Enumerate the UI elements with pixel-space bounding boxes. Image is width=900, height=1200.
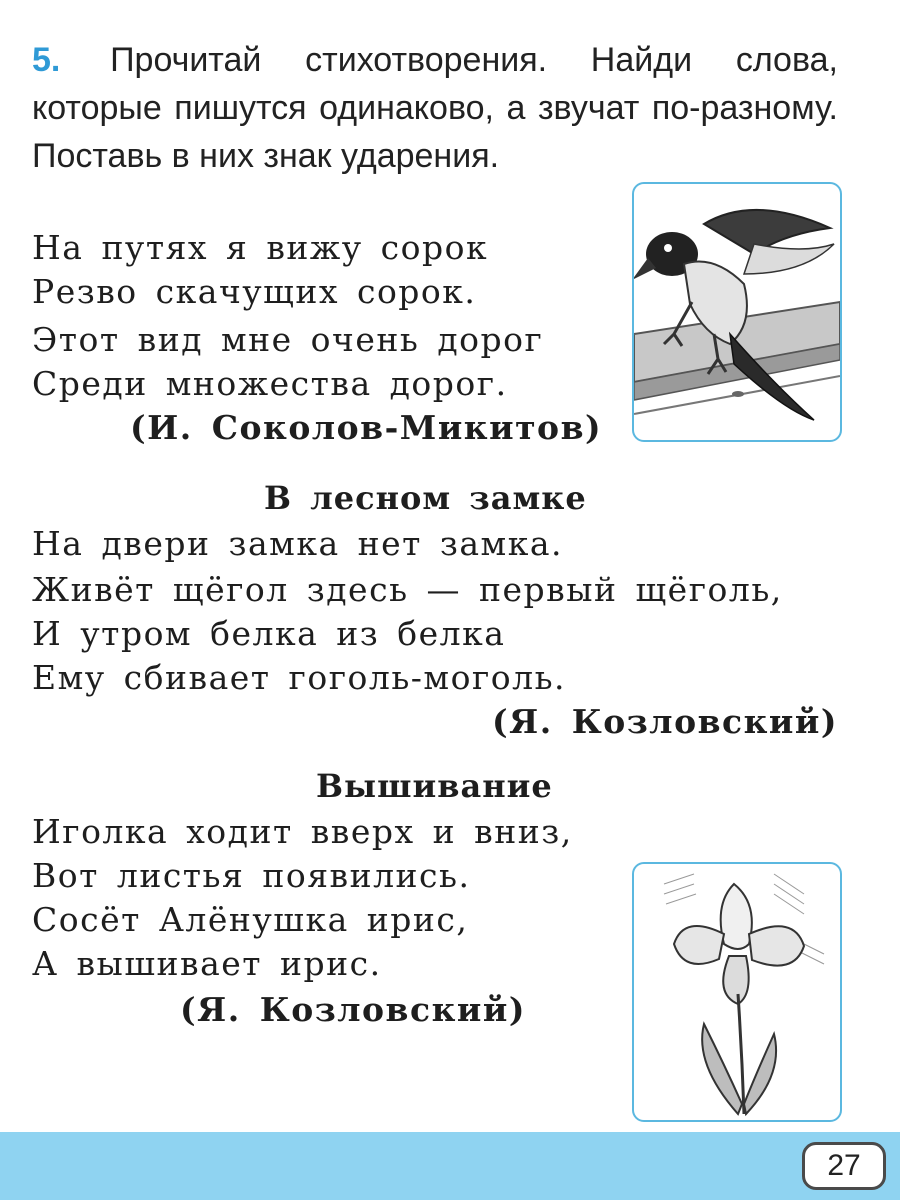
poem-2-line-1: На двери замка нет замка.: [32, 524, 564, 563]
page-footer: [0, 1132, 900, 1200]
poem-1-author: (И. Соколов-Микитов): [130, 408, 603, 447]
magpie-icon: [634, 184, 840, 440]
poem-3-line-1: Иголка ходит вверх и вниз,: [32, 812, 573, 851]
magpie-picture: [632, 182, 842, 442]
poem-1-line-3: Этот вид мне очень дорог: [32, 320, 544, 359]
poem-2-line-4: Ему сбивает гоголь-моголь.: [32, 658, 567, 697]
poem-3-line-4: А вышивает ирис.: [32, 944, 382, 983]
poem-3-line-2: Вот листья появились.: [32, 856, 471, 895]
task-text: Прочитай стихотворения. Найди слова, которые пишутся одинаково, а звучат по-разному. Поставь в них знак ударения.: [32, 41, 838, 175]
page-number: 27: [802, 1142, 886, 1190]
poem-2-author: (Я. Козловский): [492, 702, 838, 741]
poem-2-line-2: Живёт щёгол здесь — первый щёголь,: [32, 570, 783, 609]
iris-flower-icon: [634, 864, 840, 1120]
poem-1-line-4: Среди множества дорог.: [32, 364, 508, 403]
poem-1-line-1: На путях я вижу сорок: [32, 228, 489, 267]
poem-3-line-3: Сосёт Алёнушка ирис,: [32, 900, 469, 939]
poem-1-line-2: Резво скачущих сорок.: [32, 272, 477, 311]
poem-3-title: Вышивание: [316, 767, 553, 805]
task-instructions: [32, 36, 838, 180]
iris-picture: [632, 862, 842, 1122]
task-number: 5.: [32, 41, 61, 79]
poem-2-title: В лесном замке: [264, 479, 587, 517]
poem-3-author: (Я. Козловский): [180, 990, 526, 1029]
poem-2-line-3: И утром белка из белка: [32, 614, 506, 653]
